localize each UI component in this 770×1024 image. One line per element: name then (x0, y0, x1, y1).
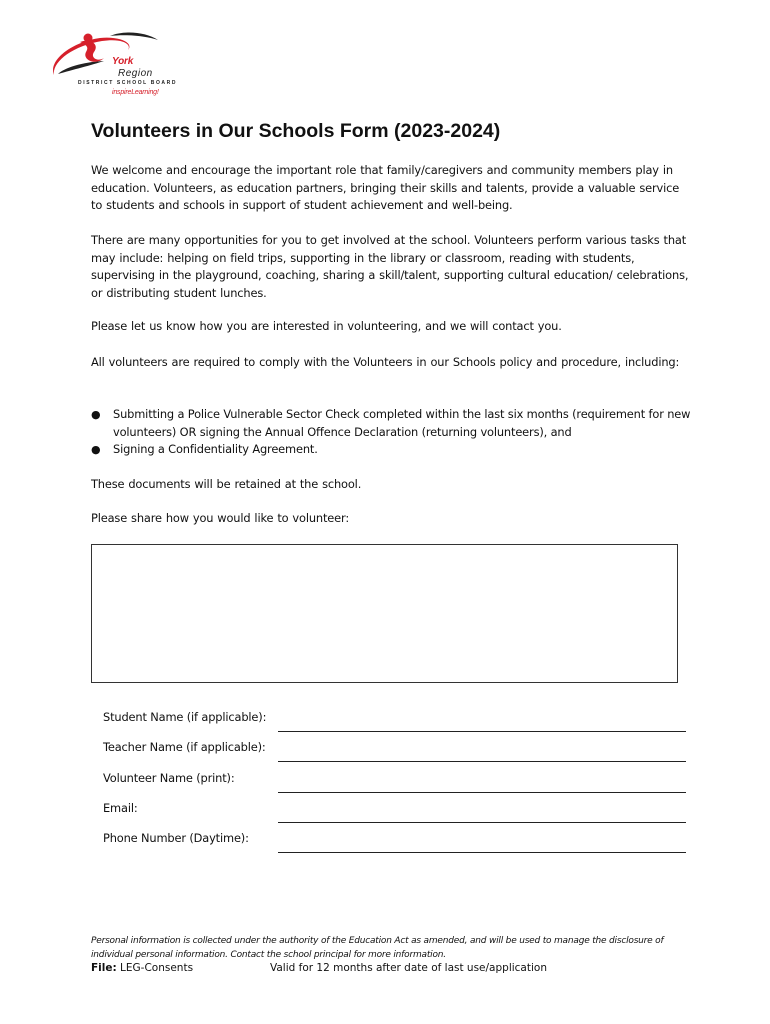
teacher-name-field[interactable] (278, 740, 686, 762)
opportunities-paragraph: There are many opportunities for you to get involved at the school. Volunteers perform various tasks that may include: helping on field trips, supporting in the library or classroom, reading with students, supervising in the playground, coaching, sharing a skill/talent, supporting cultural education/ celebrations, or distributing student lunches. (91, 233, 689, 300)
intro-paragraph: We welcome and encourage the important role that family/caregivers and community members play in education. Volunteers, as education partners, bringing their skills and talents, provide a valuable service to students and schools in support of student achievement and well-being. (91, 163, 680, 212)
bullet-icon: ● (91, 443, 101, 456)
volunteer-name-label: Volunteer Name (print): (103, 771, 235, 785)
list-item (91, 441, 691, 459)
bullet-icon: ● (91, 408, 101, 421)
retained-paragraph: These documents will be retained at the school. (91, 477, 362, 491)
phone-field[interactable] (278, 831, 686, 853)
privacy-notice: Personal information is collected under the authority of the Education Act as amended, and will be used to manage the disclosure of individual personal information. Contact the school principal for more information. (91, 936, 664, 960)
list-item (91, 406, 691, 441)
email-label: Email: (103, 801, 138, 815)
page-title: Volunteers in Our Schools Form (2023-2024) (91, 120, 501, 142)
teacher-name-label: Teacher Name (if applicable): (103, 740, 266, 754)
email-field[interactable] (278, 801, 686, 823)
logo-board-text: DISTRICT SCHOOL BOARD (78, 80, 178, 86)
list-item-text: Signing a Confidentiality Agreement. (113, 442, 318, 456)
board-logo (50, 28, 180, 100)
share-prompt: Please share how you would like to volunteer: (91, 511, 350, 525)
list-item-text: Submitting a Police Vulnerable Sector Check completed within the last six months (requirement for new volunteers) OR signing the Annual Offence Declaration (returning volunteers), and (113, 407, 691, 439)
contact-paragraph: Please let us know how you are interested in volunteering, and we will contact you. (91, 319, 562, 333)
volunteer-name-field[interactable] (278, 771, 686, 793)
requirements-list (91, 406, 691, 459)
file-value: LEG-Consents (120, 962, 194, 974)
file-label: File: (91, 962, 117, 974)
logo-region-text: Region (118, 68, 153, 79)
logo-york-text: York (112, 56, 134, 67)
phone-label: Phone Number (Daytime): (103, 831, 249, 845)
student-name-field[interactable] (278, 710, 686, 732)
volunteer-interest-textarea[interactable] (91, 544, 678, 683)
student-name-label: Student Name (if applicable): (103, 710, 267, 724)
file-reference (91, 962, 193, 974)
logo-tagline: inspireLearning! (112, 89, 159, 96)
validity-note: Valid for 12 months after date of last use/application (270, 962, 547, 974)
policy-paragraph: All volunteers are required to comply with the Volunteers in our Schools policy and procedure, including: (91, 355, 680, 369)
